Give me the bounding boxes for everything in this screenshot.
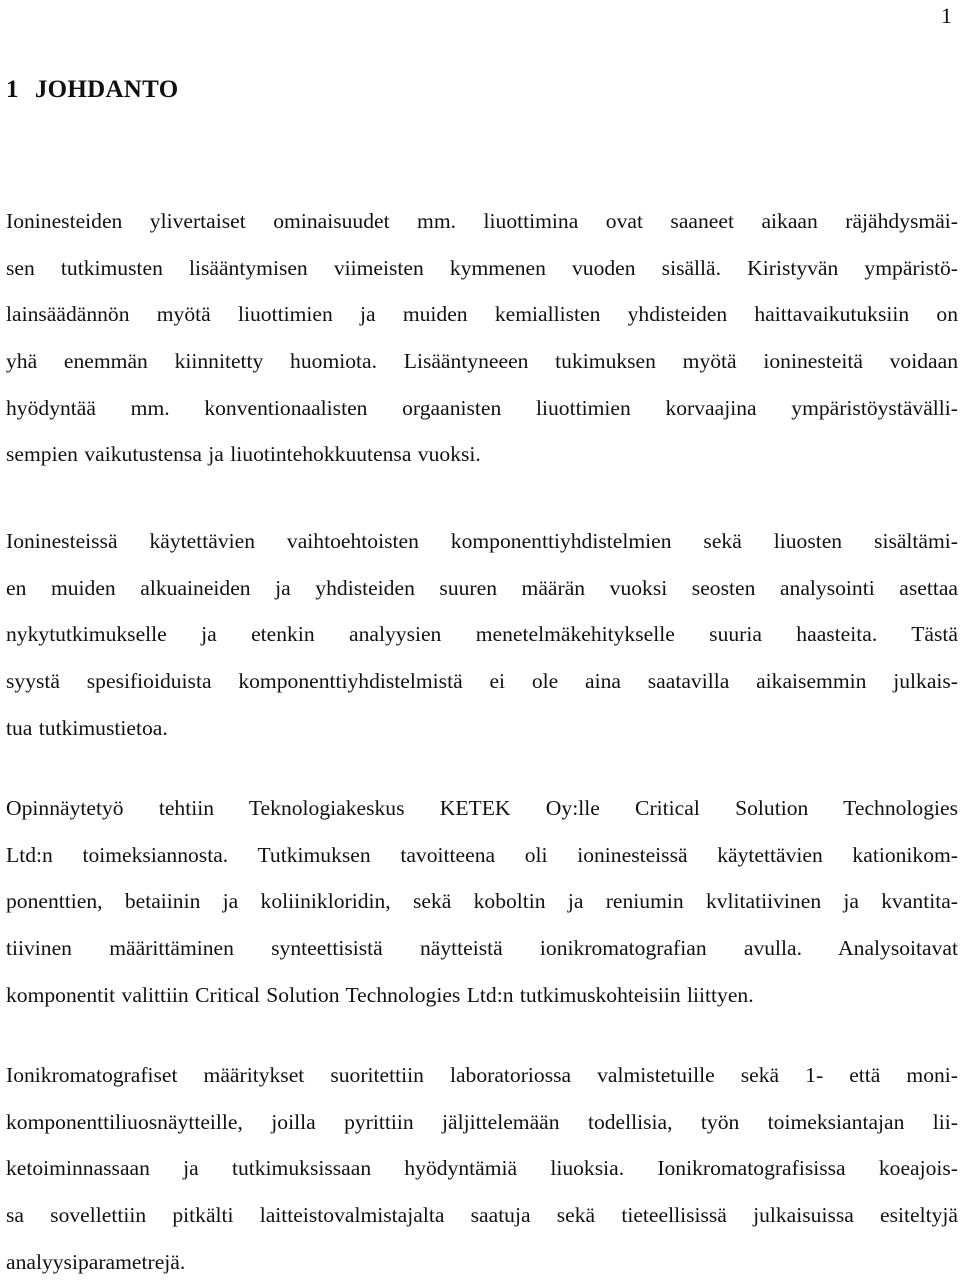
text-line: komponentit valittiin Critical Solution Technologies Ltd:n tutkimuskohteisiin liittyen. bbox=[6, 982, 754, 1007]
page-number: 1 bbox=[941, 3, 952, 28]
text-line: komponenttiliuosnäytteille, joilla pyrittiin jäljittelemään todellisia, työn toimeksiantajan lii- bbox=[6, 1109, 958, 1134]
text-line: Ioninesteiden ylivertaiset ominaisuudet mm. liuottimina ovat saaneet aikaan räjähdysmäi- bbox=[6, 209, 958, 233]
paragraph-3 bbox=[6, 785, 958, 1018]
text-line: sen tutkimusten lisääntymisen viimeisten kymmenen vuoden sisällä. Kiristyvän ympäristö- bbox=[6, 255, 958, 280]
text-line: analyysiparametrejä. bbox=[6, 1249, 186, 1274]
paragraph-2 bbox=[6, 518, 958, 751]
text-line: Ionikromatografiset määritykset suoritettiin laboratoriossa valmistetuille sekä 1- että moni- bbox=[6, 1063, 958, 1087]
text-line: yhä enemmän kiinnitetty huomiota. Lisääntyneeen tukimuksen myötä ioninesteitä voidaan bbox=[6, 349, 958, 374]
text-line: tua tutkimustietoa. bbox=[6, 715, 168, 740]
text-line: en muiden alkuaineiden ja yhdisteiden suuren määrän vuoksi seosten analysointi asettaa bbox=[6, 575, 958, 600]
text-line: nykytutkimukselle ja etenkin analyysien menetelmäkehitykselle suuria haasteita. Tästä bbox=[6, 622, 958, 647]
text-line: hyödyntää mm. konventionaalisten orgaanisten liuottimien korvaajina ympäristöystävälli- bbox=[6, 395, 958, 420]
text-line: sempien vaikutustensa ja liuotintehokkuutensa vuoksi. bbox=[6, 442, 481, 467]
section-heading bbox=[6, 74, 178, 106]
text-line: tiivinen määrittäminen synteettisistä näytteistä ionikromatografian avulla. Analysoitavat bbox=[6, 936, 958, 961]
text-line: Ioninesteissä käytettävien vaihtoehtoisten komponenttiyhdistelmien sekä liuosten sisältämi- bbox=[6, 529, 958, 553]
text-line: ketoiminnassaan ja tutkimuksissaan hyödyntämiä liuoksia. Ionikromatografisissa koeajois- bbox=[6, 1156, 958, 1181]
text-line: ponenttien, betaiinin ja koliinikloridin, sekä koboltin ja reniumin kvlitatiivinen ja kvantita- bbox=[6, 889, 958, 914]
text-line: Ltd:n toimeksiannosta. Tutkimuksen tavoitteena oli ioninesteissä käytettävien kationikom- bbox=[6, 842, 958, 867]
text-line: lainsäädännön myötä liuottimien ja muiden kemiallisten yhdisteiden haittavaikutuksiin on bbox=[6, 302, 958, 327]
paragraph-4 bbox=[6, 1052, 958, 1285]
text-line: Opinnäytetyö tehtiin Teknologiakeskus KETEK Oy:lle Critical Solution Technologies bbox=[6, 796, 958, 820]
paragraph-1 bbox=[6, 198, 958, 478]
section-number: 1 bbox=[6, 76, 19, 103]
text-line: syystä spesifioiduista komponenttiyhdistelmistä ei ole aina saatavilla aikaisemmin julkais- bbox=[6, 669, 958, 694]
text-line: sa sovellettiin pitkälti laitteistovalmistajalta saatuja sekä tieteellisissä julkaisuissa esiteltyjä bbox=[6, 1203, 958, 1228]
section-title: JOHDANTO bbox=[34, 76, 179, 103]
